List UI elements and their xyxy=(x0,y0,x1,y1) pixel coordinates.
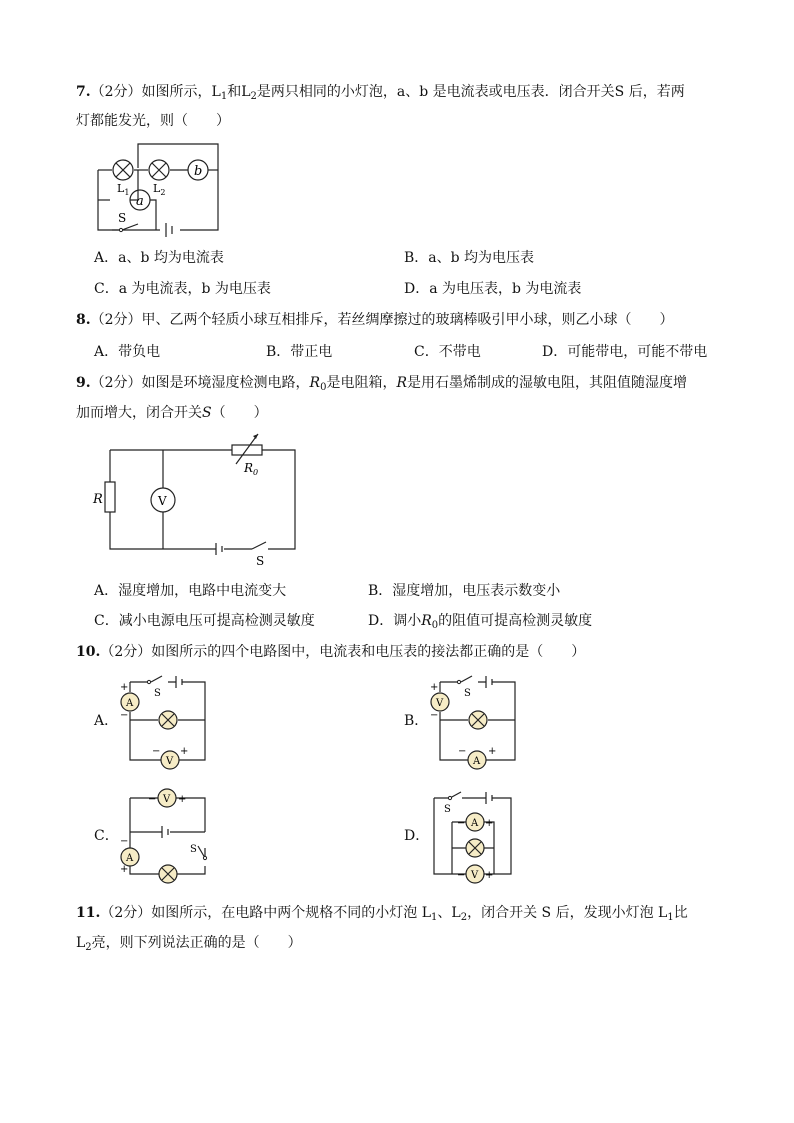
q9-stem-line1 xyxy=(76,373,687,398)
q10b-battery-icon xyxy=(486,676,492,688)
q10d-plus: + xyxy=(485,818,494,829)
q9-circuit-diagram xyxy=(90,432,305,572)
q9-switch-label: S xyxy=(256,554,265,568)
q10a-minus: − xyxy=(120,710,129,721)
q10b-switch-icon xyxy=(461,676,472,682)
q9-r: R xyxy=(396,375,408,391)
q7-text-part: 和L xyxy=(227,84,251,100)
q11-text-part: 亮，则下列说法正确的是（ ） xyxy=(91,935,302,951)
q8-option-b[interactable]: B．带正电 xyxy=(266,344,333,360)
q10d-minus: − xyxy=(457,870,466,881)
q9-r0-label: $R_0$ xyxy=(244,461,259,477)
q10-circuit-a xyxy=(118,672,213,772)
q7-option-b[interactable]: B．a、b 均为电压表 xyxy=(404,250,535,266)
q10c-plus: + xyxy=(120,864,129,875)
q10-circuit-c xyxy=(118,786,213,886)
q7-battery-icon xyxy=(166,223,172,237)
q7-option-c[interactable]: C．a 为电流表，b 为电压表 xyxy=(94,281,271,297)
q9-sub: 0 xyxy=(320,382,327,393)
q9-option-d-r0: R xyxy=(421,613,432,629)
q10a-plus: + xyxy=(120,682,129,693)
q9-s: S xyxy=(202,405,212,421)
q10-option-a[interactable]: A． xyxy=(94,713,119,729)
q8-score: （2分） xyxy=(90,312,142,328)
q11-text-part: 、L xyxy=(437,905,461,921)
q11-text-part: ，闭合开关 S 后，发现小灯泡 L xyxy=(467,905,668,921)
q11-sub: 2 xyxy=(85,942,92,953)
q10-stem xyxy=(76,642,585,662)
q11-stem-line2 xyxy=(76,933,302,958)
q9-r0: R xyxy=(309,375,321,391)
q11-text-part: L xyxy=(76,935,86,951)
q11-stem-line1 xyxy=(76,903,688,928)
q9-resistor-r-icon xyxy=(105,482,115,512)
q7-wire-right xyxy=(138,144,218,230)
q7-sub: 2 xyxy=(250,91,257,102)
q7-l2-label: $L_2$ xyxy=(153,182,166,197)
q7-option-a[interactable]: A．a、b 均为电流表 xyxy=(94,250,224,266)
q9-text-part: （ ） xyxy=(211,405,268,421)
q9-text-part: 是电阻箱， xyxy=(326,375,397,391)
q9-option-d-text: 的阻值可提高检测灵敏度 xyxy=(438,613,593,629)
q9-voltmeter-label: V xyxy=(158,494,167,508)
q10c-ammeter-label: A xyxy=(126,853,134,864)
q10a-battery-icon xyxy=(176,676,182,688)
q10d-ammeter-label: A xyxy=(471,818,479,829)
q7-number: 7. xyxy=(76,84,91,100)
q10c-plus: + xyxy=(178,794,187,805)
q9-text-part: 加而增大，闭合开关 xyxy=(76,405,202,421)
q7-text-part: 如图所示，L xyxy=(141,84,221,100)
q10b-switch-label: S xyxy=(464,688,471,699)
q11-text-part: 比 xyxy=(673,905,688,921)
q10a-switch-icon xyxy=(151,676,162,682)
q9-wire xyxy=(262,450,295,549)
q10b-ammeter-label: A xyxy=(473,756,481,767)
q8-text: 甲、乙两个轻质小球互相排斥，若丝绸摩擦过的玻璃棒吸引甲小球，则乙小球（ ） xyxy=(141,312,674,328)
q7-stem-line2: 灯都能发光，则（ ） xyxy=(76,113,230,129)
q8-number: 8. xyxy=(76,312,91,328)
q10-option-d[interactable]: D． xyxy=(404,828,430,844)
q7-score: （2分） xyxy=(90,84,142,100)
q11-sub: 1 xyxy=(667,912,674,923)
q10-option-c[interactable]: C． xyxy=(94,828,119,844)
q9-switch-icon xyxy=(252,542,266,549)
q10b-voltmeter-label: V xyxy=(436,698,444,709)
q9-option-b[interactable]: B．湿度增加，电压表示数变小 xyxy=(368,583,561,599)
q8-stem xyxy=(76,310,674,330)
q10d-minus: − xyxy=(457,818,466,829)
q10d-plus: + xyxy=(485,870,494,881)
q9-r-label: R xyxy=(93,492,103,507)
q9-option-a[interactable]: A．湿度增加，电路中电流变大 xyxy=(94,583,287,599)
q7-wire xyxy=(150,200,156,230)
q9-rheostat-arrow xyxy=(236,434,258,464)
q10-score: （2分） xyxy=(100,644,152,660)
q10d-battery-icon xyxy=(486,792,492,804)
q10b-minus: − xyxy=(430,710,439,721)
q7-l1-label: $L_1$ xyxy=(117,182,130,197)
q9-option-d-sub: 0 xyxy=(431,620,439,631)
q7-stem-line1 xyxy=(76,82,685,107)
q9-battery-icon xyxy=(216,543,222,555)
q10c-minus: − xyxy=(120,836,129,847)
q9-text-part: 如图是环境湿度检测电路， xyxy=(141,375,310,391)
q7-lamp2-cross xyxy=(152,163,166,177)
q10a-minus: − xyxy=(152,746,161,757)
q10d-voltmeter-label: V xyxy=(471,870,479,881)
q11-text-part: 如图所示，在电路中两个规格不同的小灯泡 L xyxy=(151,905,432,921)
q10-number: 10. xyxy=(76,644,101,660)
q10a-ammeter-label: A xyxy=(126,698,134,709)
q8-option-d[interactable]: D．可能带电，可能不带电 xyxy=(542,344,708,360)
q11-score: （2分） xyxy=(100,905,152,921)
q10d-switch-label: S xyxy=(444,804,451,815)
q7-meter-b-label: b xyxy=(194,164,203,179)
q9-option-d[interactable] xyxy=(368,611,592,636)
q10-text: 如图所示的四个电路图中，电流表和电压表的接法都正确的是（ ） xyxy=(151,644,586,660)
q8-option-c[interactable]: C．不带电 xyxy=(414,344,481,360)
q7-meter-a-label: a xyxy=(136,194,144,209)
q7-text-part: 是两只相同的小灯泡，a、b 是电流表或电压表．闭合开关S 后，若两 xyxy=(256,84,685,100)
q7-switch-label: S xyxy=(118,211,127,225)
q9-text-part: 是用石墨烯制成的湿敏电阻，其阻值随湿度增 xyxy=(407,375,688,391)
q7-sub: 1 xyxy=(220,91,228,102)
q9-option-c[interactable]: C．减小电源电压可提高检测灵敏度 xyxy=(94,613,315,629)
q7-lamp1-cross xyxy=(116,163,130,177)
q10a-plus: + xyxy=(180,746,189,757)
q10-circuit-d xyxy=(428,786,523,886)
q10c-battery-icon xyxy=(162,826,168,838)
q8-option-a[interactable]: A．带负电 xyxy=(94,344,161,360)
q11-number: 11. xyxy=(76,905,101,921)
q10-circuit-b xyxy=(428,672,523,772)
q9-score: （2分） xyxy=(90,375,142,391)
q9-number: 9. xyxy=(76,375,91,391)
q7-circuit-diagram xyxy=(90,140,230,240)
q10c-minus: − xyxy=(148,794,157,805)
q10b-plus: + xyxy=(430,682,439,693)
q7-option-d[interactable]: D．a 为电压表，b 为电流表 xyxy=(404,281,582,297)
q10c-switch-label: S xyxy=(190,844,197,855)
q10c-voltmeter-label: V xyxy=(163,794,171,805)
q9-stem-line2 xyxy=(76,403,268,423)
q10b-minus: − xyxy=(458,746,467,757)
q10b-plus: + xyxy=(488,746,497,757)
q11-sub: 1 xyxy=(431,912,438,923)
q10a-switch-label: S xyxy=(154,688,161,699)
q10-option-b[interactable]: B． xyxy=(404,713,429,729)
q10a-voltmeter-label: V xyxy=(166,756,174,767)
q11-sub: 2 xyxy=(460,912,468,923)
q9-option-d-text: D．调小 xyxy=(368,613,422,629)
